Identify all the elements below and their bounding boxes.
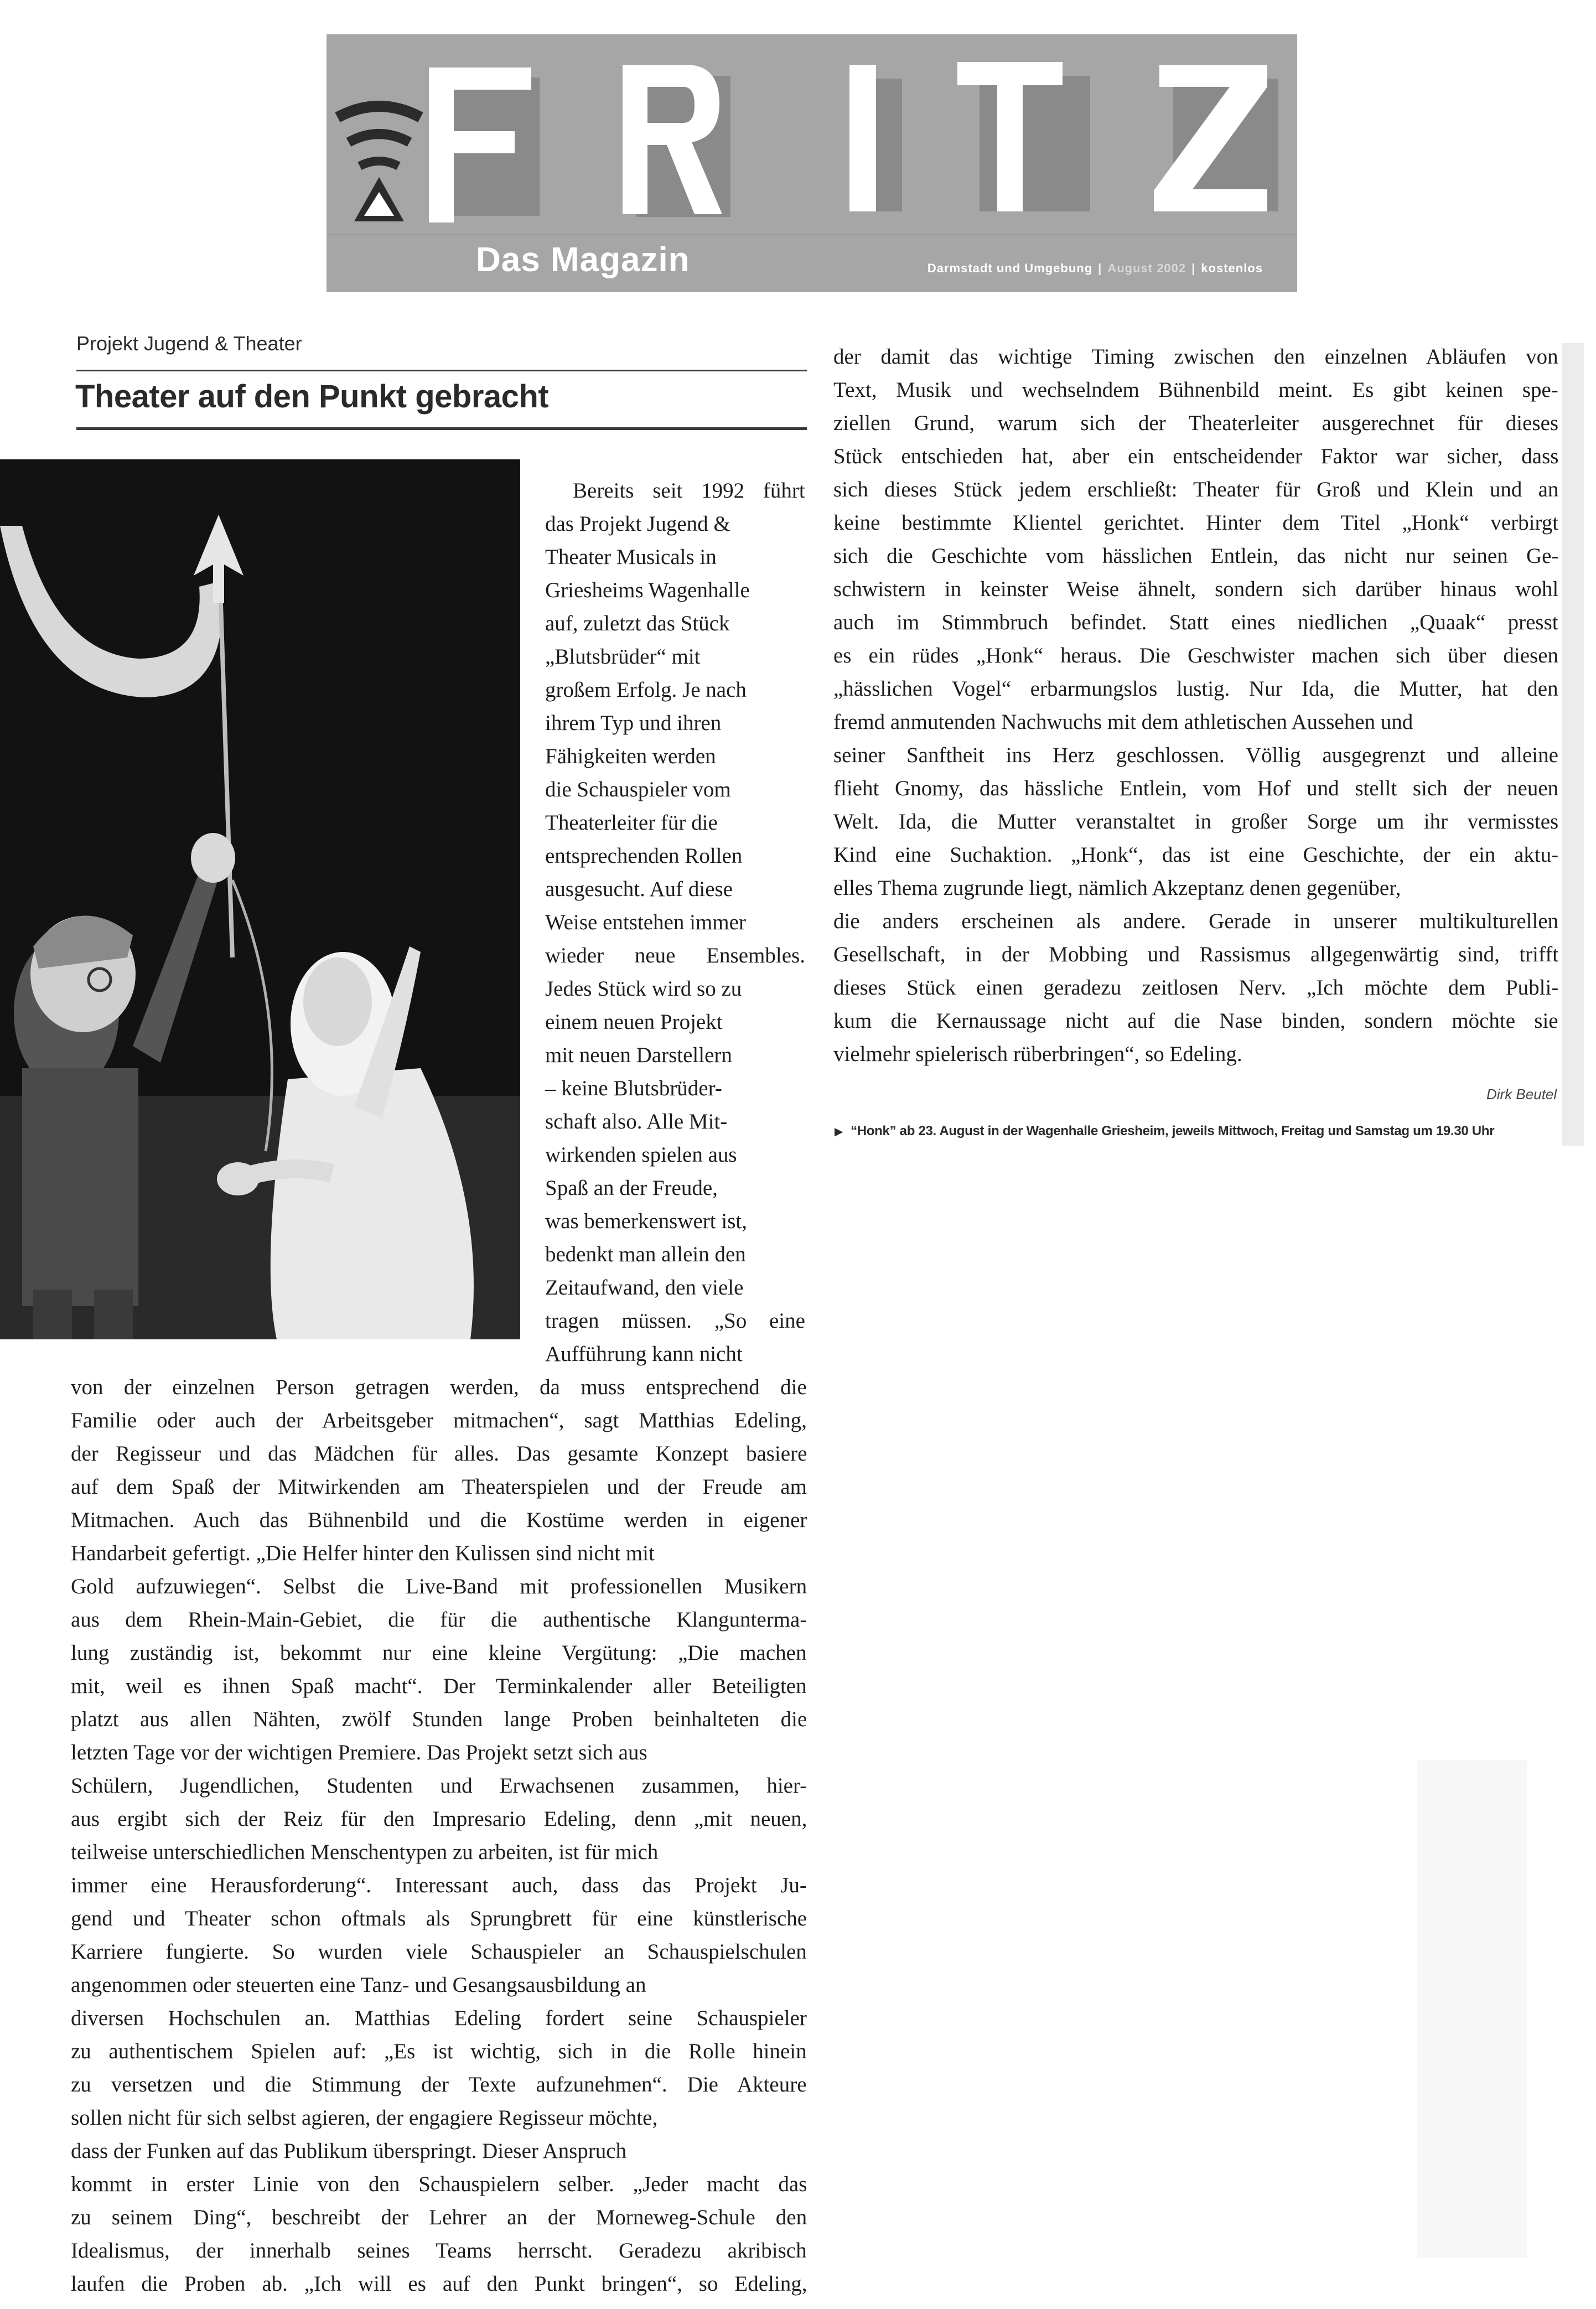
masthead <box>327 34 1297 292</box>
text-line: lung zuständig ist, bekommt nur eine kleine Vergütung: „Die machen <box>71 1641 807 1665</box>
text-line: auf dem Spaß der Mitwirkenden am Theaterspielen und der Freude am <box>71 1475 807 1499</box>
letter-z <box>1154 65 1278 211</box>
column-right <box>833 340 1558 1076</box>
text-line: platzt aus allen Nähten, zwölf Stunden lange Proben beinhalteten die <box>71 1707 807 1731</box>
text-line: Text, Musik und wechselndem Bühnenbild meint. Es gibt keinen spe- <box>833 378 1558 402</box>
text-line: bedenkt man allein den <box>545 1242 746 1266</box>
text-line: Griesheims Wagenhalle <box>545 578 750 602</box>
text-line: Handarbeit gefertigt. „Die Helfer hinter den Kulissen sind nicht mit <box>71 1541 655 1565</box>
text-line: Gold aufzuwiegen“. Selbst die Live-Band mit professionellen Musikern <box>71 1575 807 1598</box>
headline-rule <box>76 427 807 430</box>
text-line: was bemerkenswert ist, <box>545 1209 747 1233</box>
text-line: entsprechenden Rollen <box>545 844 743 868</box>
scan-shadow <box>1417 1760 1527 2258</box>
text-line: Welt. Ida, die Mutter veranstaltet in großer Sorge um ihr vermisstes <box>833 810 1559 833</box>
text-line: „Blutsbrüder“ mit <box>545 645 701 669</box>
text-line: schwistern in keinster Weise ähnelt, sondern sich darüber hinaus wohl <box>833 577 1559 601</box>
text-line: diversen Hochschulen an. Matthias Edeling fordert seine Schauspieler <box>71 2006 807 2030</box>
text-line: die Schauspieler vom <box>545 778 731 801</box>
fritz-logo <box>327 34 1297 292</box>
text-line: dieses Stück einen geradezu zeitlosen Nerv. „Ich möchte dem Publi- <box>833 976 1559 1000</box>
letter-f <box>429 68 540 222</box>
scan-edge <box>1562 343 1584 1146</box>
text-line: vielmehr spielerisch rüberbringen“, so Edeling. <box>833 1042 1242 1066</box>
article-headline: Theater auf den Punkt gebracht <box>75 379 549 415</box>
text-line: sich dieses Stück jedem erschließt: Theater für Groß und Klein und an <box>833 478 1559 501</box>
text-line: fremd anmutenden Nachwuchs mit dem athletischen Aussehen und <box>833 710 1413 734</box>
text-line: Schülern, Jugendlichen, Studenten und Erwachsenen zusammen, hier- <box>71 1774 807 1798</box>
column-left-wide <box>71 1371 807 2306</box>
text-line: Theater Musicals in <box>545 545 717 569</box>
text-line: großem Erfolg. Je nach <box>545 678 747 702</box>
column-left-narrow <box>545 474 805 1371</box>
text-line: von der einzelnen Person getragen werden, da muss entsprechend die <box>71 1375 807 1399</box>
magazine-subtitle: Das Magazin <box>476 241 690 279</box>
text-line: keine bestimmte Klientel gerichtet. Hinter dem Titel „Honk“ verbirgt <box>833 511 1559 535</box>
letter-i <box>849 65 902 211</box>
text-line: sollen nicht für sich selbst agieren, der engagiere Regisseur möchte, <box>71 2106 658 2130</box>
text-line: „hässlichen Vogel“ erbarmungslos lustig. Nur Ida, die Mutter, hat den <box>833 677 1558 701</box>
broadcast-icon <box>338 106 421 221</box>
text-line: Kind eine Suchaktion. „Honk“, das ist eine Geschichte, der ein aktu- <box>833 843 1559 867</box>
text-line: ziellen Grund, warum sich der Theaterleiter ausgerechnet für dieses <box>833 411 1559 435</box>
letter-r <box>623 65 730 217</box>
text-line: mit neuen Darstellern <box>545 1043 732 1067</box>
text-line: mit, weil es ihnen Spaß macht“. Der Terminkalender aller Beteiligten <box>71 1674 807 1698</box>
text-line: Bereits seit 1992 führt <box>573 479 805 503</box>
text-line: der damit das wichtige Timing zwischen den einzelnen Abläufen von <box>833 345 1558 369</box>
text-line: Gesellschaft, in der Mobbing und Rassismus allgegenwärtig sind, trifft <box>833 943 1559 966</box>
text-line: auch im Stimmbruch befindet. Statt eines niedlichen „Quaak“ presst <box>833 610 1558 634</box>
text-line: seiner Sanftheit ins Herz geschlossen. Völlig ausgegrenzt und alleine <box>833 743 1558 767</box>
text-line: kommt in erster Linie von den Schauspielern selber. „Jeder macht das <box>71 2172 807 2196</box>
text-line: Fähigkeiten werden <box>545 744 716 768</box>
text-line: das Projekt Jugend & <box>545 512 730 536</box>
text-line: sich die Geschichte vom hässlichen Entlein, das nicht nur seinen Ge- <box>833 544 1559 568</box>
text-line: Aufführung kann nicht <box>545 1342 743 1366</box>
text-line: dass der Funken auf das Publikum überspringt. Dieser Anspruch <box>71 2139 627 2163</box>
text-line: Jedes Stück wird so zu <box>545 977 742 1001</box>
article-author: Dirk Beutel <box>1486 1086 1557 1102</box>
text-line: teilweise unterschiedlichen Menschentypen zu arbeiten, ist für mich <box>71 1840 659 1864</box>
text-line: auf, zuletzt das Stück <box>545 612 730 635</box>
issue-date: August 2002 <box>1107 261 1186 275</box>
text-line: wirkenden spielen aus <box>545 1143 737 1167</box>
price-label: kostenlos <box>1201 261 1263 275</box>
kicker-rule <box>76 370 807 371</box>
text-line: zu seinem Ding“, beschreibt der Lehrer an der Morneweg-Schule den <box>71 2206 807 2229</box>
text-line: Familie oder auch der Arbeitsgeber mitmachen“, sagt Matthias Edeling, <box>71 1409 807 1432</box>
text-line: zu authentischem Spielen auf: „Es ist wichtig, sich in die Rolle hinein <box>71 2039 807 2063</box>
arrow-icon: ▶ <box>835 1126 843 1138</box>
masthead-meta: Darmstadt und Umgebung | August 2002 | kostenlos <box>922 261 1268 276</box>
text-line: kum die Kernaussage nicht auf die Nase binden, sondern möchte sie <box>833 1009 1558 1033</box>
text-line: Idealismus, der innerhalb seines Teams herrscht. Geradezu akribisch <box>71 2239 807 2263</box>
text-line: es ein rüdes „Honk“ heraus. Die Geschwister machen sich über diesen <box>833 644 1559 667</box>
article-photo <box>0 459 520 1339</box>
text-line: Zeitaufwand, den viele <box>545 1276 744 1300</box>
text-line: gend und Theater schon oftmals als Sprungbrett für eine künstlerische <box>71 1907 807 1930</box>
text-line: immer eine Herausforderung“. Interessant auch, dass das Projekt Ju- <box>71 1873 807 1897</box>
text-line: einem neuen Projekt <box>545 1010 723 1034</box>
text-line: tragen müssen. „So eine <box>545 1309 805 1333</box>
text-line: Stück entschieden hat, aber ein entscheidender Faktor war sicher, dass <box>833 444 1559 468</box>
text-line: aus dem Rhein-Main-Gebiet, die für die authentische Klanguntermа- <box>71 1608 807 1632</box>
text-line: aus ergibt sich der Reiz für den Impresario Edeling, denn „mit neuen, <box>71 1807 807 1831</box>
text-line: der Regisseur und das Mädchen für alles. Das gesamte Konzept basiere <box>71 1442 807 1466</box>
text-line: zu versetzen und die Stimmung der Texte aufzunehmen“. Die Akteure <box>71 2073 807 2096</box>
text-line: flieht Gnomy, das hässliche Entlein, vom Hof und stellt sich der neuen <box>833 776 1559 800</box>
stage-photo-icon <box>0 459 520 1339</box>
text-line: wieder neue Ensembles. <box>545 944 805 967</box>
region-label: Darmstadt und Umgebung <box>927 261 1093 275</box>
text-line: Weise entstehen immer <box>545 910 746 934</box>
text-line: angenommen oder steuerten eine Tanz- und Gesangsausbildung an <box>71 1973 646 1997</box>
article-kicker: Projekt Jugend & Theater <box>76 332 302 355</box>
event-info-text: “Honk” ab 23. August in der Wagenhalle Griesheim, jeweils Mittwoch, Freitag und Samstag um 19.30 Uhr <box>851 1124 1495 1138</box>
text-line: letzten Tage vor der wichtigen Premiere. Das Projekt setzt sich aus <box>71 1741 647 1764</box>
text-line: Spaß an der Freude, <box>545 1176 718 1200</box>
text-line: Karriere fungierte. So wurden viele Schauspieler an Schauspielschulen <box>71 1940 807 1964</box>
text-line: Theaterleiter für die <box>545 811 718 835</box>
text-line: schaft also. Alle Mit- <box>545 1110 728 1133</box>
event-info <box>835 1124 1494 1139</box>
text-line: – keine Blutsbrüder- <box>545 1076 722 1100</box>
text-line: elles Thema zugrunde liegt, nämlich Akzeptanz denen gegenüber, <box>833 876 1401 900</box>
text-line: ihrem Typ und ihren <box>545 711 722 735</box>
text-line: ausgesucht. Auf diese <box>545 877 733 901</box>
text-line: Mitmachen. Auch das Bühnenbild und die Kostüme werden in eigener <box>71 1508 807 1532</box>
text-line: laufen die Proben ab. „Ich will es auf den Punkt bringen“, so Edeling, <box>71 2272 807 2296</box>
letter-t <box>957 62 1090 211</box>
text-line: die anders erscheinen als andere. Gerade in unserer multikulturellen <box>833 909 1559 933</box>
